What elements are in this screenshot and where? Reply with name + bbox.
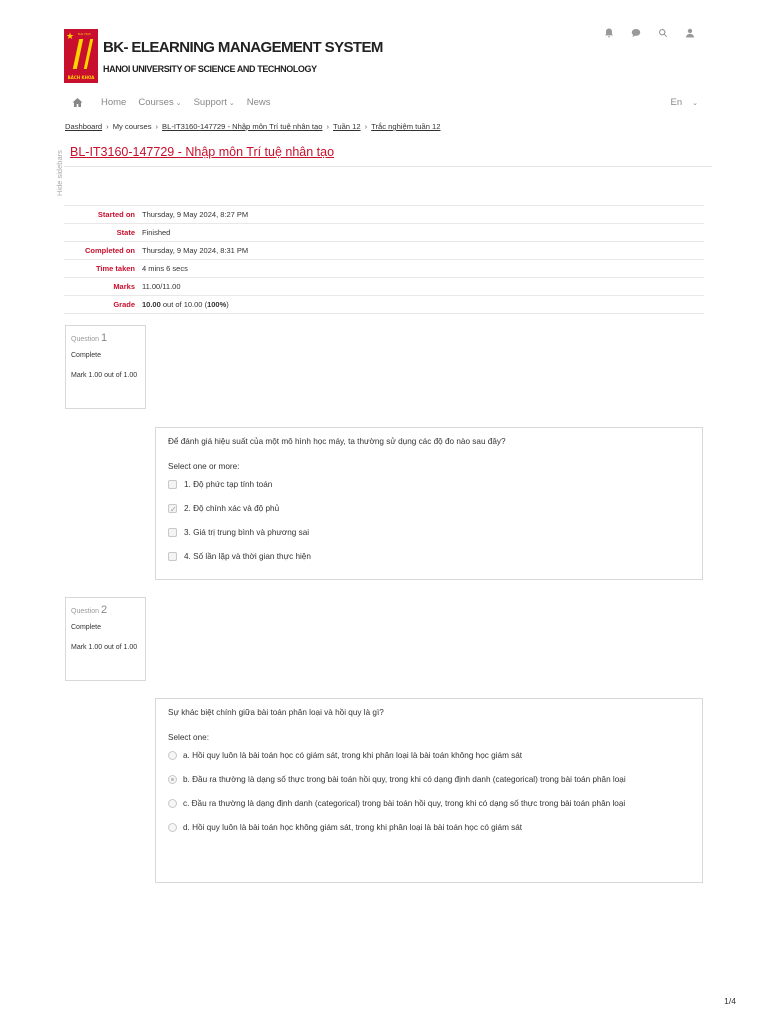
answer-prompt: Select one: [168, 733, 209, 742]
breadcrumb-course[interactable]: BL-IT3160-147729 - Nhập môn Trí tuệ nhân tạo [162, 122, 323, 131]
home-icon[interactable] [72, 97, 83, 108]
question-state: Complete [71, 624, 101, 631]
hide-sidebars-toggle[interactable]: Hide sidebars [55, 150, 64, 196]
search-icon[interactable] [657, 27, 669, 39]
logo-bottom-text: BÁCH KHOA [67, 75, 95, 80]
answer-option [168, 549, 690, 564]
question-info-2 [65, 597, 146, 681]
grade-score: 10.00 [142, 300, 161, 309]
answer-option [168, 796, 690, 811]
radio-button[interactable] [168, 823, 177, 832]
answer-option [168, 525, 690, 540]
answer-option [168, 477, 690, 492]
checkbox[interactable] [168, 480, 177, 489]
nav-support[interactable] [194, 97, 235, 108]
grade-close: ) [226, 300, 229, 309]
summary-value: 11.00/11.00 [142, 282, 181, 291]
question-info-1 [65, 325, 146, 409]
page-title[interactable]: BL-IT3160-147729 - Nhập môn Trí tuệ nhân tạo [70, 145, 335, 159]
star-icon: ★ [66, 31, 75, 41]
question-number [71, 604, 141, 616]
summary-label: Marks [113, 282, 135, 291]
language-selector[interactable] [671, 97, 699, 108]
grade-percent: 100% [207, 300, 227, 309]
breadcrumb-dashboard[interactable]: Dashboard [65, 122, 103, 131]
summary-label: Started on [97, 210, 135, 219]
question-label: Question [71, 608, 100, 615]
nav-courses[interactable] [138, 97, 181, 108]
nav-news[interactable]: News [246, 97, 271, 108]
chevron-down-icon: ⌄ [228, 100, 235, 107]
page-number: 1/4 [724, 996, 736, 1006]
summary-label: Completed on [85, 246, 135, 255]
question-number-value: 1 [100, 332, 108, 344]
radio-button[interactable] [168, 751, 177, 760]
language-label: En [670, 97, 683, 108]
checkbox-checked[interactable] [168, 504, 177, 513]
radio-button-selected[interactable] [168, 775, 177, 784]
nav-support-label: Support [193, 97, 227, 108]
summary-row-time-taken [64, 260, 704, 278]
summary-label: Grade [113, 300, 135, 309]
quiz-summary-table [64, 205, 704, 314]
summary-value [142, 300, 229, 309]
summary-label: Time taken [95, 264, 135, 273]
answer-prompt: Select one or more: [168, 462, 240, 471]
main-nav [72, 97, 283, 108]
breadcrumb-separator: › [106, 122, 109, 131]
nav-courses-label: Courses [138, 97, 174, 108]
radio-button[interactable] [168, 799, 177, 808]
question-content-2 [155, 698, 703, 883]
chevron-down-icon: ⌄ [692, 100, 698, 107]
summary-row-marks [64, 278, 704, 296]
breadcrumb-separator: › [326, 122, 329, 131]
answer-option-label: 1. Độ phức tạp tính toán [184, 480, 273, 489]
summary-value: Finished [142, 228, 171, 237]
answer-option-label: d. Hồi quy luôn là bài toán học không giám sát, trong khi phân loại là bài toán học có giám sát [183, 823, 523, 832]
summary-value: Thursday, 9 May 2024, 8:27 PM [142, 210, 249, 219]
user-icon[interactable] [684, 27, 696, 39]
breadcrumb-my-courses: My courses [112, 122, 152, 131]
top-icon-bar [603, 27, 696, 39]
answer-option-label: 2. Độ chính xác và độ phủ [184, 504, 280, 513]
summary-row-started [64, 206, 704, 224]
breadcrumb-separator: › [155, 122, 159, 131]
nav-home[interactable]: Home [101, 97, 127, 108]
answer-option-label: b. Đầu ra thường là dạng số thực trong bài toán hồi quy, trong khi có dạng định danh (categorical) trong bài toán phân loại [183, 775, 626, 784]
breadcrumb-week[interactable]: Tuần 12 [333, 122, 361, 131]
answer-option [168, 772, 690, 787]
logo-mark [73, 39, 93, 69]
answer-option [168, 748, 690, 763]
answer-option-label: c. Đầu ra thường là dạng định danh (categorical) trong bài toán hồi quy, trong khi có dạng số thực trong bài toán phân loại [183, 799, 626, 808]
checkbox[interactable] [168, 528, 177, 537]
answer-option-label: 3. Giá trị trung bình và phương sai [184, 528, 310, 537]
question-number-value: 2 [100, 604, 108, 616]
summary-row-grade [64, 296, 704, 314]
site-title[interactable]: BK- ELEARNING MANAGEMENT SYSTEM [103, 39, 383, 56]
answer-option [168, 820, 690, 835]
breadcrumb [65, 122, 441, 131]
summary-value: 4 mins 6 secs [142, 264, 188, 273]
summary-row-state [64, 224, 704, 242]
question-mark: Mark 1.00 out of 1.00 [71, 644, 138, 651]
answer-option [168, 501, 690, 516]
question-text: Sự khác biệt chính giữa bài toán phân loại và hồi quy là gì? [168, 708, 384, 717]
question-content-1 [155, 427, 703, 580]
breadcrumb-separator: › [364, 122, 368, 131]
divider [64, 166, 712, 167]
summary-row-completed [64, 242, 704, 260]
answer-option-label: 4. Số lần lặp và thời gian thực hiện [184, 552, 311, 561]
checkbox[interactable] [168, 552, 177, 561]
answer-option-label: a. Hồi quy luôn là bài toán học có giám sát, trong khi phân loại là bài toán không học giám sát [183, 751, 523, 760]
breadcrumb-quiz[interactable]: Trắc nghiệm tuần 12 [371, 122, 441, 131]
chat-icon[interactable] [630, 27, 642, 39]
question-state: Complete [71, 352, 101, 359]
question-text: Để đánh giá hiệu suất của một mô hình học máy, ta thường sử dụng các độ đo nào sau đây? [168, 437, 506, 446]
question-label: Question [71, 336, 100, 343]
site-subtitle: HANOI UNIVERSITY OF SCIENCE AND TECHNOLOGY [103, 64, 317, 74]
summary-value: Thursday, 9 May 2024, 8:31 PM [142, 246, 249, 255]
question-number [71, 332, 141, 344]
chevron-down-icon: ⌄ [175, 100, 182, 107]
grade-out-of: out of 10.00 ( [160, 300, 208, 309]
question-mark: Mark 1.00 out of 1.00 [71, 372, 138, 379]
university-logo [64, 29, 98, 83]
summary-label: State [116, 228, 135, 237]
logo-top-text: ĐẠI HỌC [78, 32, 91, 36]
bell-icon[interactable] [603, 27, 615, 39]
